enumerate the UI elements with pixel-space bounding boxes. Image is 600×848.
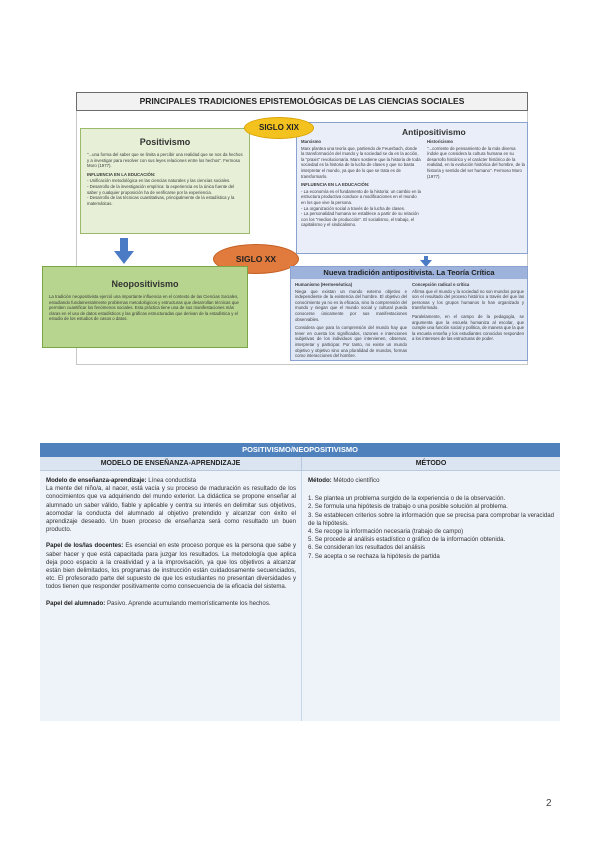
column-header-method: MÉTODO: [415, 460, 447, 467]
page-number: 2: [546, 798, 552, 809]
positivismo-box: [80, 128, 250, 234]
antipositivismo-influence-item: - La economía es el fundamento de la historia: un cambio en la estructura productiva conduce a modificaciones en el mundo en los que vive la persona.: [301, 188, 421, 205]
nueva-tradicion-box: [290, 266, 528, 361]
marxismo-text: Marx plantea una teoría que, partiendo de Feuerbach, donde la transformación del mundo y la sociedad se da en la acción, la "praxis" revolucionaria. Marx sostiene que la historia de toda sociedad es la historia de la lucha de clases y que no basta interpretar el mundo, ya que de lo que se trata es de transformarlo.: [301, 145, 421, 179]
marxismo-title: Marxismo: [301, 139, 322, 144]
method-step: 3. Se establecen criterios sobre la información que se precisa para comprobar la veracidad de la hipótesis.: [308, 511, 554, 527]
antipositivismo-heading: Antipositivismo: [402, 127, 466, 137]
positivismo-influence-item: - Unificación metodológica en las ciencias naturales y las ciencias sociales.: [87, 178, 231, 184]
arrow-down-icon: [114, 238, 134, 264]
positivismo-quote: "...una forma del saber que se limita a percibir una realidad que se nos da hechos y a investigar para resolver con sus leyes relaciones entre los hechos". Fermoso Moro (1977).: [87, 152, 243, 169]
table-title: POSITIVISMO/NEOPOSITIVISMO: [40, 443, 560, 457]
antipositivismo-influence-label: INFLUENCIA EN LA EDUCACIÓN:: [301, 182, 370, 188]
positivismo-influence-item: - Desarrollo de la investigación empírica: la experiencia es la única fuente del saber y cualquier proposición ha de verificarse por la experiencia.: [87, 183, 235, 195]
method-step: 6. Se consideran los resultados del análisis: [308, 544, 425, 552]
critica-text: Afirma que el mundo y la sociedad no son mundos porque son el resultado del proceso histórico a través del que las personas y los grupos humanos lo han organizado y transformado.: [412, 288, 524, 311]
model-label-value: Línea conductista: [146, 477, 197, 484]
historicismo-text: "...corriente de pensamiento de la más diversa índole que considera la cultura humana en su desarrollo histórico y el carácter histórico de la realidad, en la evolución histórica del hombre, de la historia y sentido del ser humano". Fermoso Moro (1977).: [427, 145, 525, 179]
siglo-xix-badge: SIGLO XIX: [244, 117, 314, 139]
table-header-row: [40, 457, 560, 471]
method-column: [302, 471, 560, 721]
student-role-label: Papel del alumnado:: [46, 599, 106, 607]
column-header-model: MODELO DE ENSEÑANZA-APRENDIZAJE: [40, 457, 302, 470]
student-role-text: Pasivo. Aprende acumulando memorísticamente los hechos.: [105, 599, 271, 607]
model-column: [40, 471, 302, 721]
neopositivismo-box: [42, 266, 248, 348]
neopositivismo-text: La tradición neopositivista ejerció una importante influencia en el contexto de las Ciencias Sociales, estudiando fundamentalmente problemas metodológicos y estructuras que desarrollan técnicas que permiten cuantificar los fenómenos sociales. Esta práctica tiene una de sus manifestaciones más claras en el uso de datos estadísticos y las gráficas estructuradas que derivan de la estadística y el estudio de los estudios de casos o datos.: [49, 294, 239, 322]
method-step: 5. Se procede al análisis estadístico o gráfico de la información obtenida.: [308, 536, 506, 544]
positivismo-heading: Positivismo: [139, 137, 191, 147]
antipositivismo-influence-item: - La organización social a través de la lucha de clases.: [301, 205, 406, 211]
teacher-role-text: Es esencial en este proceso porque es la persona que sabe y saber hacer y que está capacitada para juzgar los resultados. La metodología que aplica deja poco espacio a la creatividad y a la improvisación, ya que los objetivos a alcanzar están bien delimitados, los programas de instrucción están cuidadosamente secuenciados, etc. El profesorado parte del supuesto de que los estudiantes no presentan diversidades y todos tienen que responder positivamente como consecuencia de la eficacia del sistema.: [46, 542, 296, 591]
historicismo-title: Historicismo: [427, 139, 454, 144]
table-body: [40, 471, 560, 721]
critica-text-2: Paralelamente, en el campo de la pedagogía, se argumenta que la escuela humaniza al escolar, que cumple una función social y política, de manera que la que la escuela enseña y los estudiantes conocidos responden a los intereses de las estructuras de poder.: [412, 313, 524, 342]
model-description: La mente del niño/a, al nacer, está vacía y su proceso de maduración es resultado de los conocimientos que va adquiriendo del mundo exterior. La didáctica se propone enseñar al alumnado un saber válido, fiable y aplicable y centra su interés en delimitar sus objetivos, acomodar la conducta del alumnado al objetivo pretendido y alcanzar con éxito el aprendizaje deseado. Un buen proceso de enseñanza será como resultado un buen producto.: [46, 485, 296, 534]
method-step: 4. Se recoge la información necesaria (trabajo de campo): [308, 528, 464, 536]
teacher-role-label: Papel de los/las docentes:: [46, 542, 124, 550]
antipositivismo-box: [296, 122, 528, 254]
nueva-tradicion-heading: Nueva tradición antipositivista. La Teoría Crítica: [291, 267, 527, 279]
diagram-title: PRINCIPALES TRADICIONES EPISTEMOLÓGICAS DE LAS CIENCIAS SOCIALES: [76, 92, 528, 111]
method-value: Método científico: [331, 477, 380, 484]
hermeneutica-title: Humanismo (Hermenéutica): [295, 282, 353, 287]
critica-title: Concepción radical o crítica: [412, 282, 470, 287]
comparison-table: [40, 443, 560, 721]
antipositivismo-influence-item: - La personalidad humana se establece a partir de su relación con los "medios de producción". El socialismo, el trabajo, el capitalismo y el sindicalismo.: [301, 211, 419, 228]
siglo-xx-badge: SIGLO XX: [213, 244, 299, 274]
model-label: Modelo de enseñanza-aprendizaje:: [46, 477, 147, 484]
neopositivismo-heading: Neopositivismo: [111, 279, 179, 289]
method-step: 1. Se plantea un problema surgido de la experiencia o de la observación.: [308, 495, 506, 503]
hermeneutica-text: Niega que existan un mundo externo objetivo e independiente de la existencia del hombre. El objetivo del conocimiento ya no es la eficacia, sino la comprensión del mundo y niegan que el mundo social y cultural pueda conocerse únicamente por sus manifestaciones observables.: [295, 288, 407, 322]
method-label: Método:: [308, 477, 332, 484]
positivismo-influence-label: INFLUENCIA EN LA EDUCACIÓN:: [87, 171, 156, 177]
positivismo-influence-item: - Desarrollo de las técnicas cuantitativas, principalmente de la estadística y la matemáticas.: [87, 195, 235, 206]
method-step: 2. Se formula una hipótesis de trabajo o una posible solución al problema.: [308, 503, 508, 511]
method-step: 7. Se acepta o se rechaza la hipótesis de partida: [308, 552, 440, 560]
hermeneutica-text-2: Considera que para la comprensión del mundo hay que tener en cuenta los significados, razones e intenciones subjetivas de los individuos que intervienen, observar, interpretar y participar. Por tanto, no existe un mundo objetivo y objetivo sino una pluralidad de mundos, formas como interacciones del hombre.: [295, 325, 407, 359]
